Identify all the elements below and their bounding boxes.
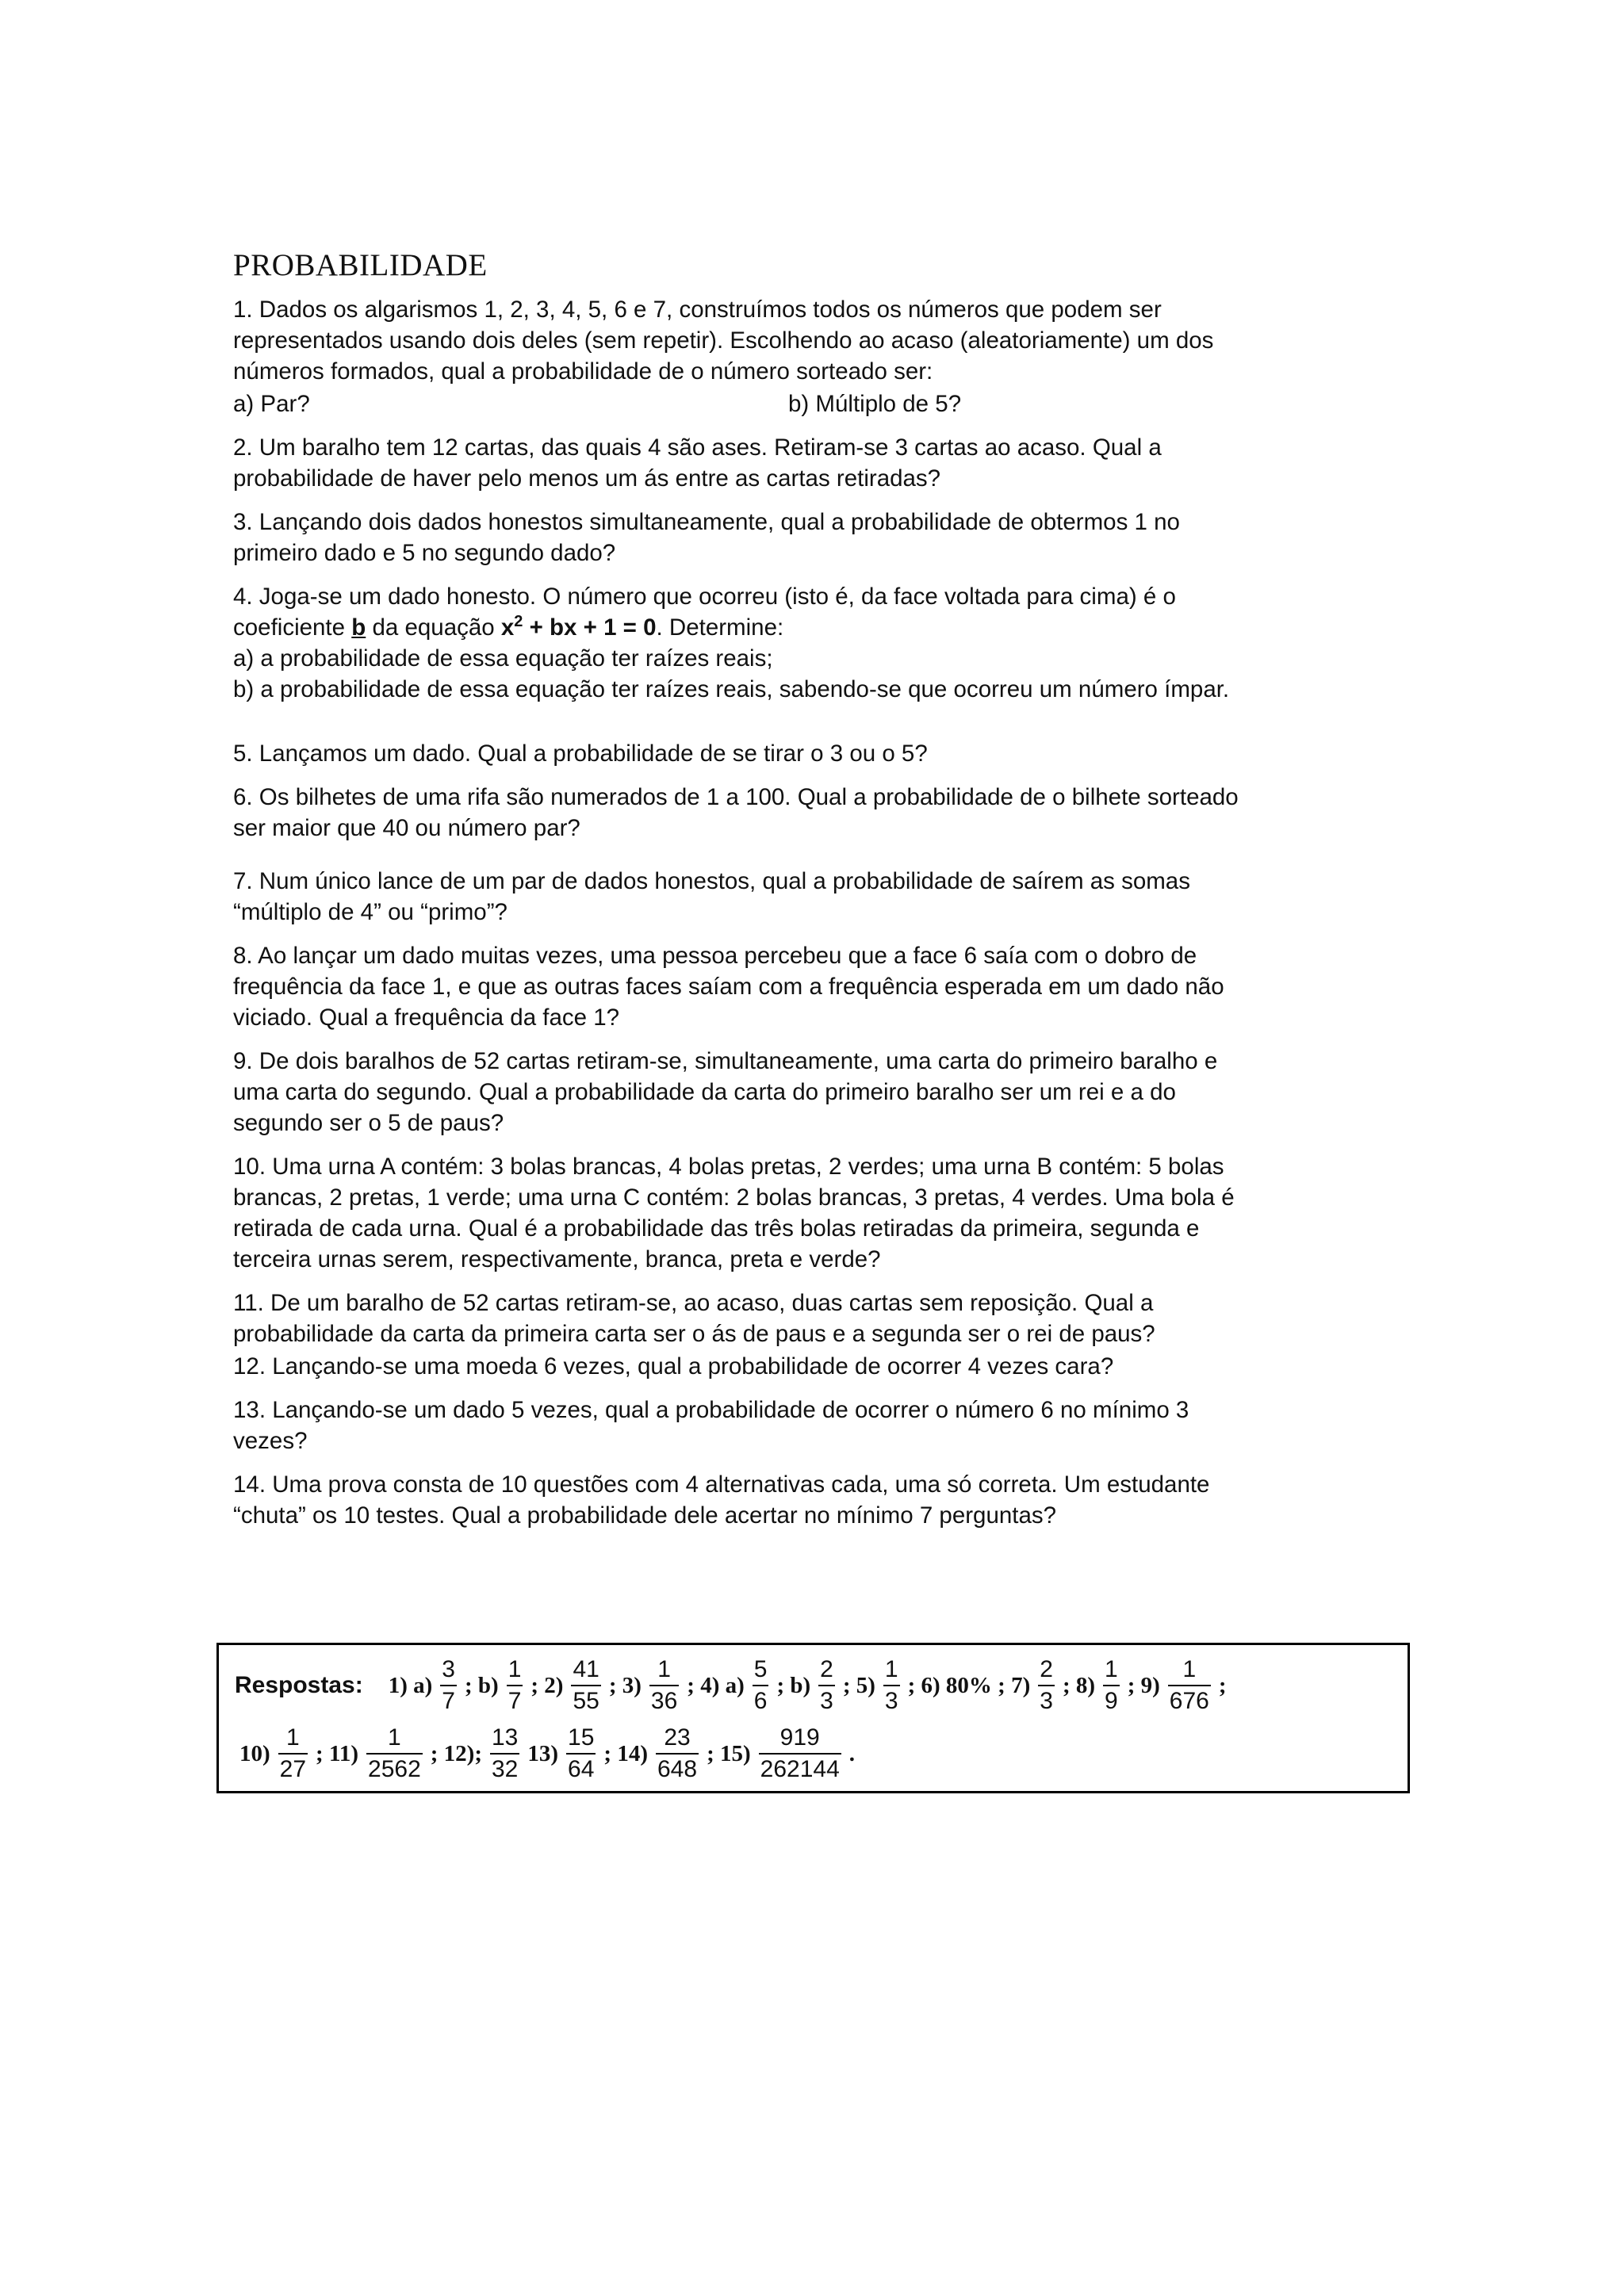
answer-label: ; 9) [1127,1672,1160,1698]
fraction-numerator: 1 [657,1656,671,1682]
answer-fraction [1038,1656,1055,1715]
question-3 [233,507,1399,568]
answer-fraction [1103,1656,1120,1715]
fraction-denominator: 262144 [760,1756,840,1782]
question-14-line-1: 14. Uma prova consta de 10 questões com 4 alternativas cada, uma só correta. Um estudante [233,1471,1210,1498]
question-2 [233,432,1399,494]
answers-row-1 [235,1656,1231,1715]
fraction-bar [818,1685,835,1686]
answer-label: 13) [527,1740,559,1766]
fraction-bar [278,1753,308,1755]
question-1-line-3: números formados, qual a probabilidade de o número sorteado ser: [233,358,933,385]
fraction-denominator: 676 [1169,1688,1209,1714]
answers-label: Respostas: [235,1672,363,1698]
answers-row-1-items [384,1656,1214,1715]
question-8-line-2: frequência da face 1, e que as outras faces saíam com a frequência esperada em um dado não [233,974,1224,1000]
question-10-line-2: brancas, 2 pretas, 1 verde; uma urna C contém: 2 bolas brancas, 3 pretas, 4 verdes. Uma bola é [233,1184,1235,1211]
fraction-denominator: 36 [650,1688,678,1714]
answers-box [216,1643,1410,1793]
answer-fraction [753,1656,769,1715]
question-7 [233,866,1399,928]
question-9-line-1: 9. De dois baralhos de 52 cartas retiram-se, simultaneamente, uma carta do primeiro baralho e [233,1048,1218,1074]
question-10-line-4: terceira urnas serem, respectivamente, branca, preta e verde? [233,1246,881,1272]
fraction-bar [490,1753,519,1755]
fraction-numerator: 41 [573,1656,599,1682]
question-4-part-b: b) a probabilidade de essa equação ter raízes reais, sabendo-se que ocorreu um número ímpar. [233,676,1230,702]
question-8-line-1: 8. Ao lançar um dado muitas vezes, uma pessoa percebeu que a face 6 saía com o dobro de [233,943,1197,969]
fraction-denominator: 7 [442,1688,455,1714]
answer-fraction [759,1724,841,1783]
question-11-line-1: 11. De um baralho de 52 cartas retiram-se, ao acaso, duas cartas sem reposição. Qual a [233,1290,1154,1316]
answer-label: ; b) [776,1672,811,1698]
answer-label: ; 8) [1062,1672,1096,1698]
answer-label: ; 2) [530,1672,564,1698]
answers-row-2 [235,1724,860,1783]
question-10-line-3: retirada de cada urna. Qual é a probabilidade das três bolas retiradas da primeira, segunda e [233,1215,1200,1242]
question-4-line-2 [233,612,1399,643]
fraction-numerator: 1 [1182,1656,1197,1682]
question-3-line-1: 3. Lançando dois dados honestos simultaneamente, qual a probabilidade de obtermos 1 no [233,509,1180,535]
answer-label: ; 5) [842,1672,875,1698]
fraction-numerator: 13 [492,1724,519,1751]
question-10 [233,1151,1399,1275]
fraction-bar [1103,1685,1120,1686]
question-6 [233,782,1399,844]
answer-fraction [490,1724,519,1783]
question-11-line-2: probabilidade da carta da primeira carta ser o ás de paus e a segunda ser o rei de paus? [233,1321,1155,1347]
question-4-text-mid: da equação [366,614,501,641]
question-3-line-2: primeiro dado e 5 no segundo dado? [233,540,616,566]
answer-fraction [440,1656,457,1715]
fraction-numerator: 1 [884,1656,898,1682]
answer-label: ; 6) 80% ; 7) [907,1672,1031,1698]
question-1-line-2: representados usando dois deles (sem repetir). Escolhendo ao acaso (aleatoriamente) um dos [233,327,1214,354]
question-7-line-2: “múltiplo de 4” ou “primo”? [233,899,508,925]
fraction-numerator: 1 [286,1724,300,1751]
fraction-denominator: 32 [492,1756,519,1782]
document-page [233,247,1399,1544]
fraction-bar [883,1685,900,1686]
fraction-bar [759,1753,841,1755]
fraction-denominator: 27 [279,1756,307,1782]
answer-label: ; 11) [316,1740,359,1766]
fraction-denominator: 7 [508,1688,522,1714]
coefficient-b: b [351,614,366,641]
answer-fraction [278,1724,308,1783]
question-11 [233,1288,1399,1349]
answer-label: ; 12); [430,1740,482,1766]
question-8 [233,940,1399,1033]
answer-label: 10) [239,1740,270,1766]
question-12: 12. Lançando-se uma moeda 6 vezes, qual a probabilidade de ocorrer 4 vezes cara? [233,1353,1114,1380]
fraction-numerator: 919 [779,1724,820,1751]
page-title: PROBABILIDADE [233,248,488,282]
answers-row-2-end: . [848,1740,855,1766]
question-4-text-post: . Determine: [656,614,784,641]
fraction-denominator: 6 [753,1688,768,1714]
question-4-line-1: 4. Joga-se um dado honesto. O número que ocorreu (isto é, da face voltada para cima) é o [233,584,1176,610]
fraction-bar [1168,1685,1211,1686]
question-9-line-2: uma carta do segundo. Qual a probabilidade da carta do primeiro baralho ser um rei e a do [233,1079,1176,1105]
question-2-line-1: 2. Um baralho tem 12 cartas, das quais 4 são ases. Retiram-se 3 cartas ao acaso. Qual a [233,434,1162,461]
equation-rest: + bx + 1 = 0 [523,614,657,641]
question-10-line-1: 10. Uma urna A contém: 3 bolas brancas, 4 bolas pretas, 2 verdes; uma urna B contém: 5 bolas [233,1154,1224,1180]
question-7-line-1: 7. Num único lance de um par de dados honestos, qual a probabilidade de saírem as somas [233,868,1190,894]
fraction-bar [753,1685,769,1686]
fraction-numerator: 1 [388,1724,401,1751]
fraction-numerator: 2 [1040,1656,1053,1682]
answer-fraction [818,1656,835,1715]
question-1-line-1: 1. Dados os algarismos 1, 2, 3, 4, 5, 6 e 7, construímos todos os números que podem ser [233,297,1162,323]
fraction-denominator: 3 [884,1688,898,1714]
answer-label: 1) a) [388,1672,433,1698]
fraction-bar [507,1685,523,1686]
fraction-denominator: 3 [1040,1688,1053,1714]
question-6-line-2: ser maior que 40 ou número par? [233,815,580,841]
question-4-text-pre: coeficiente [233,614,352,641]
question-8-line-3: viciado. Qual a frequência da face 1? [233,1004,620,1031]
answer-label: ; b) [464,1672,499,1698]
answer-fraction [507,1656,523,1715]
question-1-option-b: b) Múltiplo de 5? [788,391,962,417]
question-4 [233,581,1399,705]
fraction-bar [649,1685,679,1686]
fraction-numerator: 15 [568,1724,595,1751]
fraction-denominator: 64 [568,1756,595,1782]
fraction-denominator: 55 [573,1688,599,1714]
fraction-numerator: 3 [442,1656,455,1682]
equation-x: x [500,614,515,641]
question-14-line-2: “chuta” os 10 testes. Qual a probabilidade dele acertar no mínimo 7 perguntas? [233,1502,1057,1529]
fraction-numerator: 1 [508,1656,522,1682]
fraction-numerator: 1 [1105,1656,1118,1682]
question-9-line-3: segundo ser o 5 de paus? [233,1110,504,1136]
equation-exponent: 2 [514,613,523,631]
fraction-bar [440,1685,457,1686]
fraction-denominator: 9 [1105,1688,1118,1714]
answer-label: ; 15) [707,1740,751,1766]
answer-label: ; 3) [608,1672,642,1698]
question-1-option-a: a) Par? [233,391,310,417]
answer-fraction [366,1724,423,1783]
answer-fraction [649,1656,679,1715]
fraction-bar [656,1753,699,1755]
question-9 [233,1046,1399,1138]
question-2-line-2: probabilidade de haver pelo menos um ás entre as cartas retiradas? [233,465,941,492]
question-13 [233,1395,1399,1456]
question-5: 5. Lançamos um dado. Qual a probabilidade de se tirar o 3 ou o 5? [233,740,928,767]
answer-fraction [656,1724,699,1783]
answers-row-1-end: ; [1218,1672,1227,1698]
answer-fraction [883,1656,900,1715]
fraction-numerator: 2 [820,1656,833,1682]
answers-row-2-items [235,1724,845,1783]
fraction-denominator: 2562 [368,1756,421,1782]
question-1 [233,294,1399,387]
fraction-bar [571,1685,600,1686]
question-14 [233,1469,1399,1531]
answer-fraction [571,1656,600,1715]
question-1-options [233,388,1399,419]
question-4-part-a: a) a probabilidade de essa equação ter raízes reais; [233,645,773,672]
question-6-line-1: 6. Os bilhetes de uma rifa são numerados de 1 a 100. Qual a probabilidade de o bilhete sorteado [233,784,1239,810]
fraction-bar [366,1753,423,1755]
answer-label: ; 4) a) [687,1672,745,1698]
fraction-denominator: 648 [657,1756,698,1782]
fraction-bar [1038,1685,1055,1686]
fraction-denominator: 3 [820,1688,833,1714]
question-13-line-1: 13. Lançando-se um dado 5 vezes, qual a probabilidade de ocorrer o número 6 no mínimo 3 [233,1397,1189,1423]
fraction-numerator: 5 [753,1656,768,1682]
question-13-line-2: vezes? [233,1428,308,1454]
fraction-numerator: 23 [664,1724,691,1751]
answer-fraction [566,1724,596,1783]
fraction-bar [566,1753,596,1755]
answer-fraction [1168,1656,1211,1715]
answer-label: ; 14) [603,1740,648,1766]
